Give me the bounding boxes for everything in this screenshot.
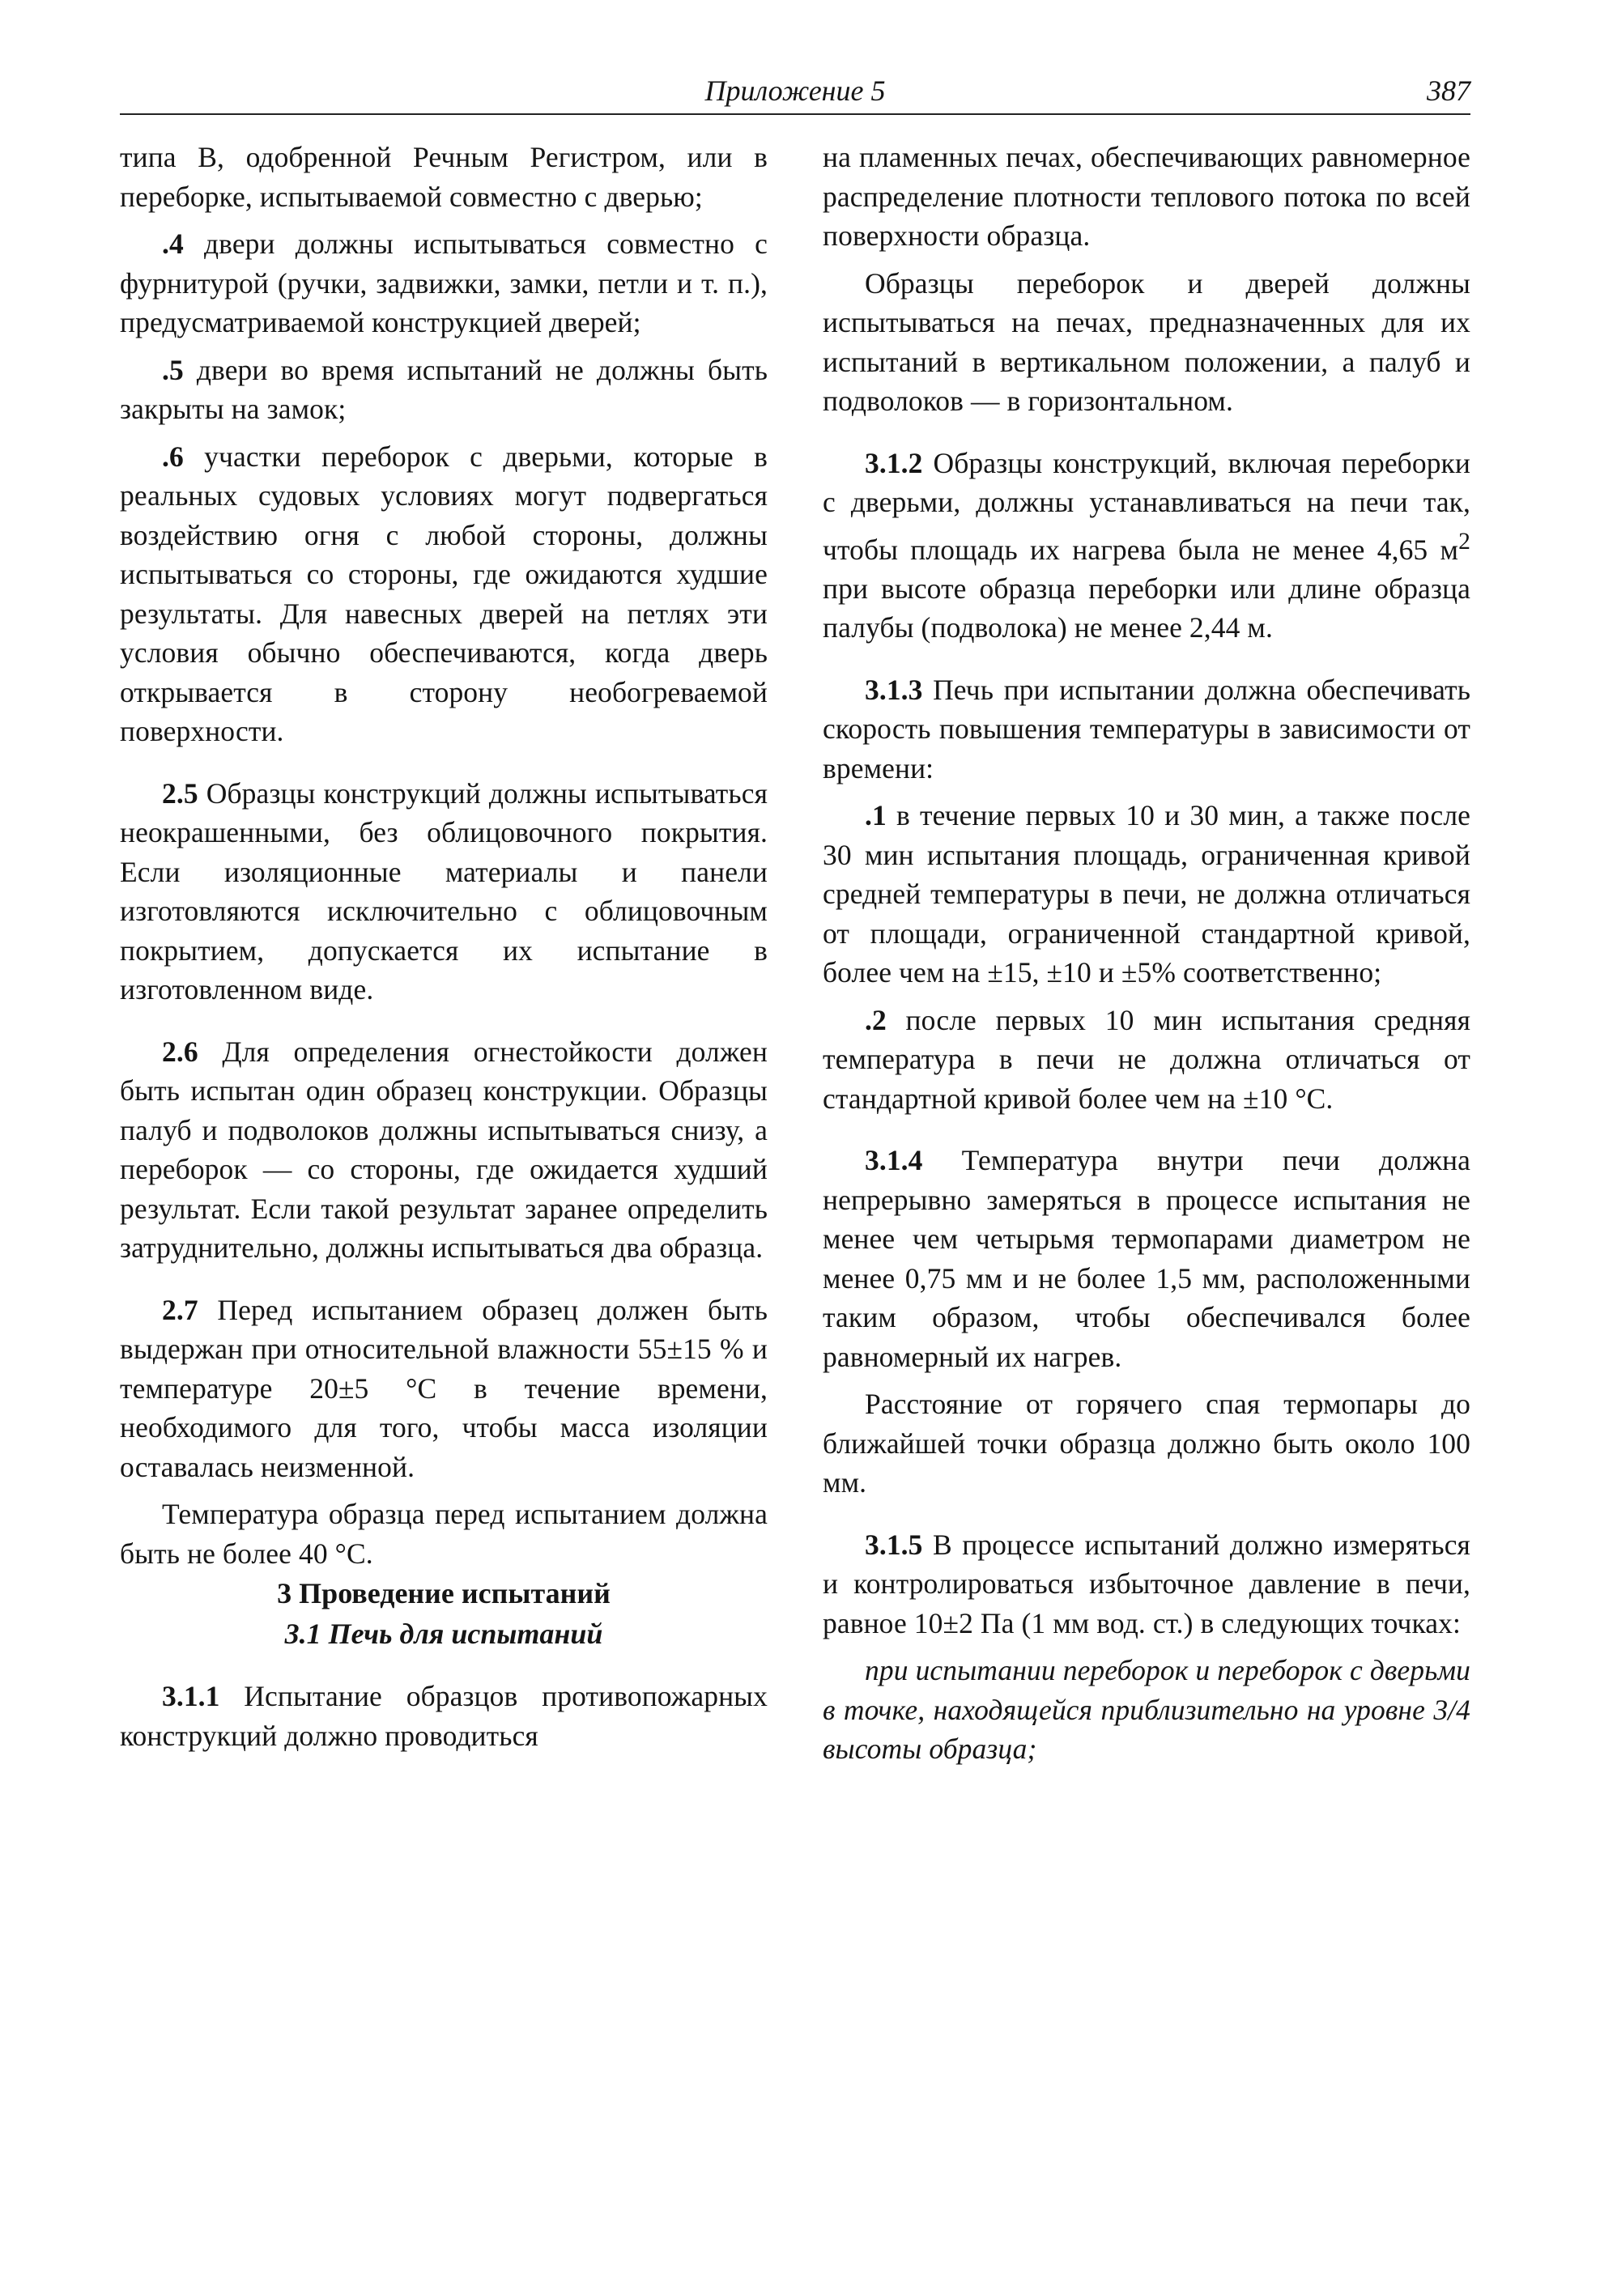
section-2-7: 2.7 Перед испытанием образец должен быть выдержан при относительной влажности 55±15 % и температуре 20±5 °С в течение времени, необходимого для того, чтобы масса изоляции оставалась неизменной. [120, 1293, 768, 1483]
section-number: 3.1.2 [865, 446, 923, 479]
item-number: .6 [162, 440, 184, 473]
list-item-2: .2 после первых 10 мин испытания средняя температура в печи не должна отличаться от стандартной кривой более чем на ±10 °С. [823, 1003, 1470, 1115]
section-2-6: 2.6 Для определения огнестойкости должен быть испытан один образец конструкции. Образцы палуб и подволоков должны испытываться снизу, а переборок — со стороны, где ожидается худший результат. Если такой результат заранее определить затруднительно, должны испытываться два образца. [120, 1035, 768, 1264]
section-3-1-3: 3.1.3 Печь при испытании должна обеспечивать скорость повышения температуры в зависимости от времени: [823, 673, 1470, 784]
list-item-6: .6 участки переборок с дверьми, которые в реальных судовых условиях могут подвергаться воздействию огня с любой стороны, должны испытываться со стороны, где ожидаются худшие результаты. Для навесных дверей на петлях эти условия обычно обеспечиваются, когда дверь открывается в сторону необогреваемой поверхности. [120, 440, 768, 747]
section-heading-3: 3 Проведение испытаний [277, 1577, 611, 1609]
paragraph-continued: на пламенных печах, обеспечивающих равномерное распределение плотности теплового потока по всей поверхности образца. [823, 141, 1470, 252]
section-number: 3.1.1 [162, 1680, 220, 1712]
section-number: 2.5 [162, 776, 198, 810]
section-number: 3.1.5 [865, 1528, 923, 1561]
section-number: 3.1.4 [865, 1144, 923, 1177]
item-number: .2 [865, 1003, 887, 1036]
subsection-heading-3-1: 3.1 Печь для испытаний [284, 1618, 603, 1650]
item-number: .4 [162, 227, 184, 260]
item-number: .1 [865, 799, 887, 832]
paragraph-sample-temperature: Температура образца перед испытанием должна быть не более 40 °С. [120, 1498, 768, 1570]
header-title: Приложение 5 [704, 74, 886, 107]
paragraph-samples: Образцы переборок и дверей должны испытываться на печах, предназначенных для их испытаний в вертикальном положении, а палуб и подволоков — в горизонтальном. [823, 266, 1470, 417]
right-column [823, 138, 1470, 1769]
section-number: 2.6 [162, 1035, 198, 1068]
section-number: 2.7 [162, 1293, 198, 1326]
section-3-1-2: 3.1.2 Образцы конструкций, включая переборки с дверьми, должны устанавливаться на печи так, чтобы площадь их нагрева была не менее 4,65 $м^2$ при высоте образца переборки или длине образца палубы (подволока) не менее 2,44 м. [823, 446, 1470, 644]
section-3-1-4: 3.1.4 Температура внутри печи должна непрерывно замеряться в процессе испытания не менее чем четырьмя термопарами диаметром не менее 0,75 мм и не более 1,5 мм, расположенными таким образом, чтобы обеспечивался более равномерный их нагрев. [823, 1144, 1470, 1373]
header-rule [120, 113, 1470, 115]
section-2-5: 2.5 Образцы конструкций должны испытываться неокрашенными, без облицовочного покрытия. Если изоляционные материалы и панели изготовляются исключительно с облицовочным покрытием, допускается их испытание в изготовленном виде. [120, 776, 768, 1006]
superscript: 2 [1458, 528, 1470, 555]
page-number: 387 [1427, 74, 1470, 107]
paragraph-distance: Расстояние от горячего спая термопары до ближайшей точки образца должно быть около 100 мм. [823, 1388, 1470, 1499]
running-header [120, 71, 1470, 117]
list-item-5: .5 двери во время испытаний не должны быть закрыты на замок; [120, 353, 768, 425]
paragraph-measurement-point: при испытании переборок и переборок с дверьми в точке, находящейся приблизительно на уровне 3/4 высоты образца; [823, 1654, 1470, 1766]
list-item-1: .1 в течение первых 10 и 30 мин, а также после 30 мин испытания площадь, ограниченная кривой средней температуры в печи, не должна отличаться от площади, ограниченной стандартной кривой, более чем на ±15, ±10 и ±5% соответственно; [823, 799, 1470, 989]
section-3-1-5: 3.1.5 В процессе испытаний должно измеряться и контролироваться избыточное давление в печи, равное 10±2 Па (1 мм вод. ст.) в следующих точках: [823, 1528, 1470, 1639]
item-number: .5 [162, 353, 184, 386]
paragraph-continued: типа В, одобренной Речным Регистром, или в переборке, испытываемой совместно с дверью; [120, 141, 768, 213]
list-item-4: .4 двери должны испытываться совместно с фурнитурой (ручки, задвижки, замки, петли и т. п.), предусматриваемой конструкцией дверей; [120, 227, 768, 338]
section-3-1-1: 3.1.1 Испытание образцов противопожарных конструкций должно проводиться [120, 1680, 768, 1752]
section-number: 3.1.3 [865, 673, 923, 706]
left-column [120, 138, 768, 1755]
